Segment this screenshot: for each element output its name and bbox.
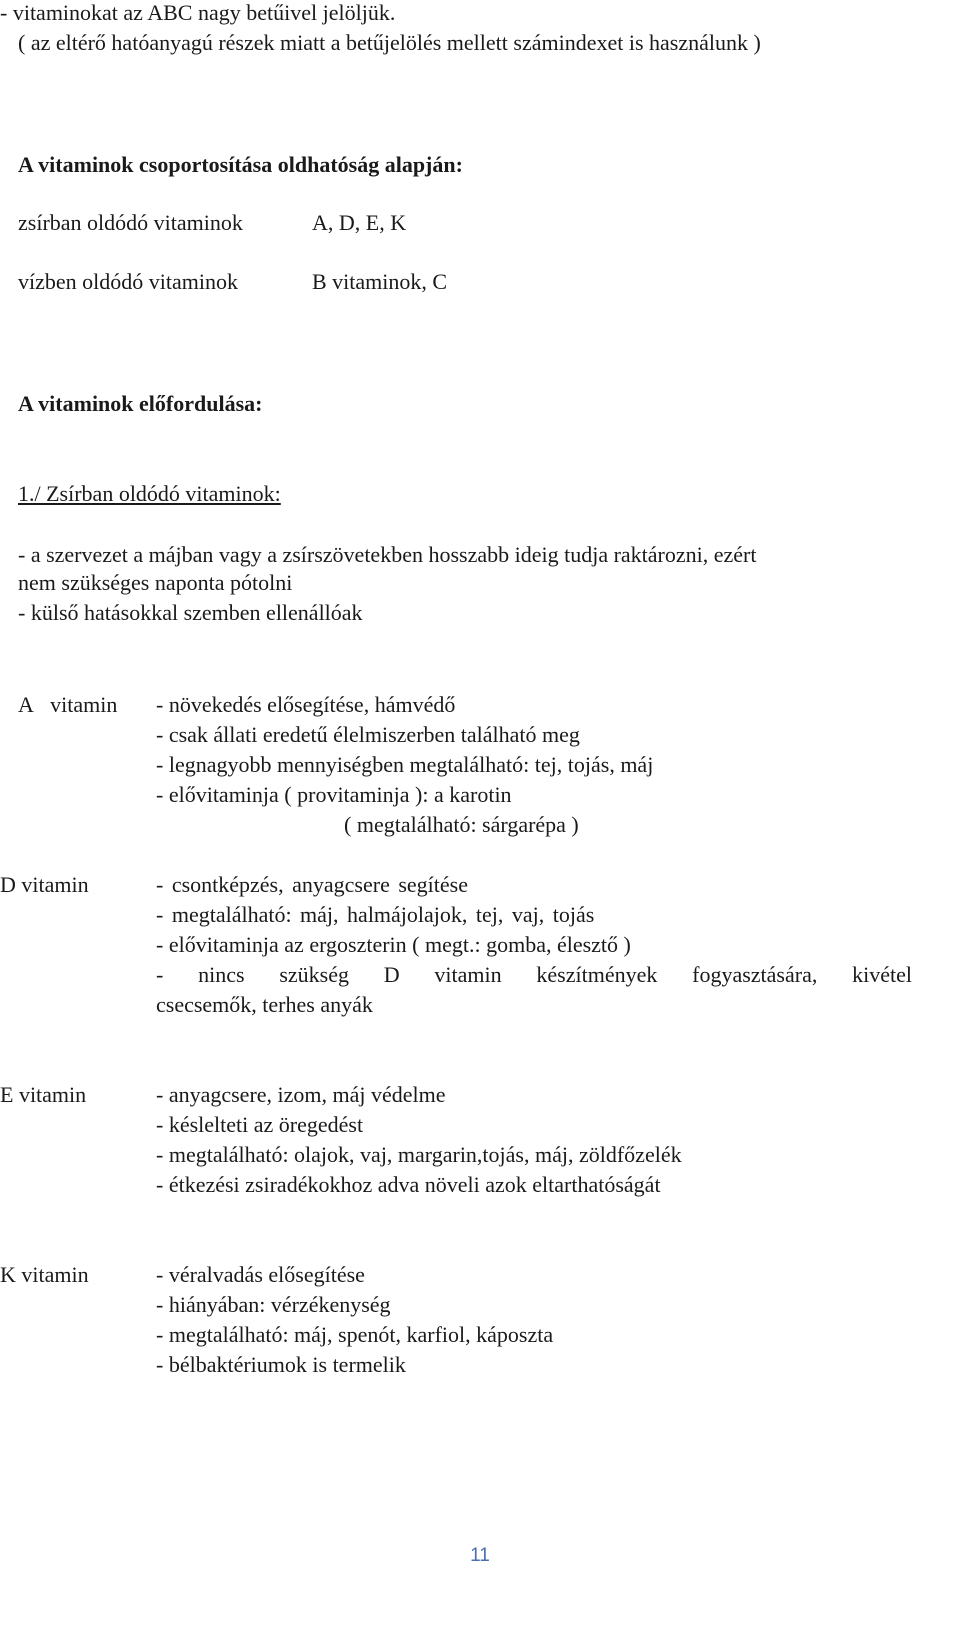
vitamin-d-line: - csontképzés, anyagcsere segítése bbox=[156, 872, 468, 897]
water-soluble-value: B vitaminok, C bbox=[312, 269, 448, 294]
vitamin-k-line: - megtalálható: máj, spenót, karfiol, káposzta bbox=[156, 1322, 554, 1347]
fat-soluble-subheading: 1./ Zsírban oldódó vitaminok: bbox=[18, 481, 281, 506]
vitamin-e-label: E vitamin bbox=[0, 1082, 87, 1107]
vitamin-a-label: A vitamin bbox=[18, 692, 118, 717]
vitamin-a-line: - növekedés elősegítése, hámvédő bbox=[156, 692, 456, 717]
vitamin-k-line: - hiányában: vérzékenység bbox=[156, 1292, 391, 1317]
vitamin-d-line: - megtalálható: máj, halmájolajok, tej, vaj, tojás bbox=[156, 902, 595, 927]
vitamin-a-line: - csak állati eredetű élelmiszerben található meg bbox=[156, 722, 580, 747]
occurrence-note: - külső hatásokkal szemben ellenállóak bbox=[18, 600, 363, 625]
vitamin-d-line: - nincs szükség D vitamin készítmények fogyasztására, kivétel bbox=[156, 962, 912, 987]
occurrence-heading: A vitaminok előfordulása: bbox=[18, 391, 263, 416]
vitamin-e-line: - késlelteti az öregedést bbox=[156, 1112, 364, 1137]
vitamin-a-line: - elővitaminja ( provitaminja ): a karotin bbox=[156, 782, 512, 807]
vitamin-a-line: - legnagyobb mennyiségben megtalálható: tej, tojás, máj bbox=[156, 752, 654, 777]
vitamin-d-label: D vitamin bbox=[0, 872, 89, 897]
intro-line-2: ( az eltérő hatóanyagú részek miatt a betűjelölés mellett számindexet is használunk ) bbox=[18, 30, 761, 55]
vitamin-d-line: csecsemők, terhes anyák bbox=[156, 992, 373, 1017]
vitamin-a-line: ( megtalálható: sárgarépa ) bbox=[344, 812, 579, 837]
water-soluble-label: vízben oldódó vitaminok bbox=[18, 269, 238, 294]
fat-soluble-value: A, D, E, K bbox=[312, 210, 407, 235]
vitamin-e-line: - étkezési zsiradékokhoz adva növeli azok eltarthatóságát bbox=[156, 1172, 661, 1197]
fat-soluble-label: zsírban oldódó vitaminok bbox=[18, 210, 243, 235]
intro-line-1: - vitaminokat az ABC nagy betűivel jelöljük. bbox=[0, 0, 396, 25]
vitamin-e-line: - anyagcsere, izom, máj védelme bbox=[156, 1082, 446, 1107]
vitamin-k-label: K vitamin bbox=[0, 1262, 89, 1287]
grouping-heading: A vitaminok csoportosítása oldhatóság alapján: bbox=[18, 152, 463, 177]
vitamin-e-line: - megtalálható: olajok, vaj, margarin,tojás, máj, zöldfőzelék bbox=[156, 1142, 682, 1167]
page-number: 11 bbox=[470, 1545, 490, 1566]
vitamin-d-line: - elővitaminja az ergoszterin ( megt.: gomba, élesztő ) bbox=[156, 932, 631, 957]
vitamin-k-line: - bélbaktériumok is termelik bbox=[156, 1352, 406, 1377]
occurrence-note: - a szervezet a májban vagy a zsírszövetekben hosszabb ideig tudja raktározni, ezért bbox=[18, 542, 757, 567]
vitamin-k-line: - véralvadás elősegítése bbox=[156, 1262, 365, 1287]
occurrence-note: nem szükséges naponta pótolni bbox=[18, 570, 293, 595]
